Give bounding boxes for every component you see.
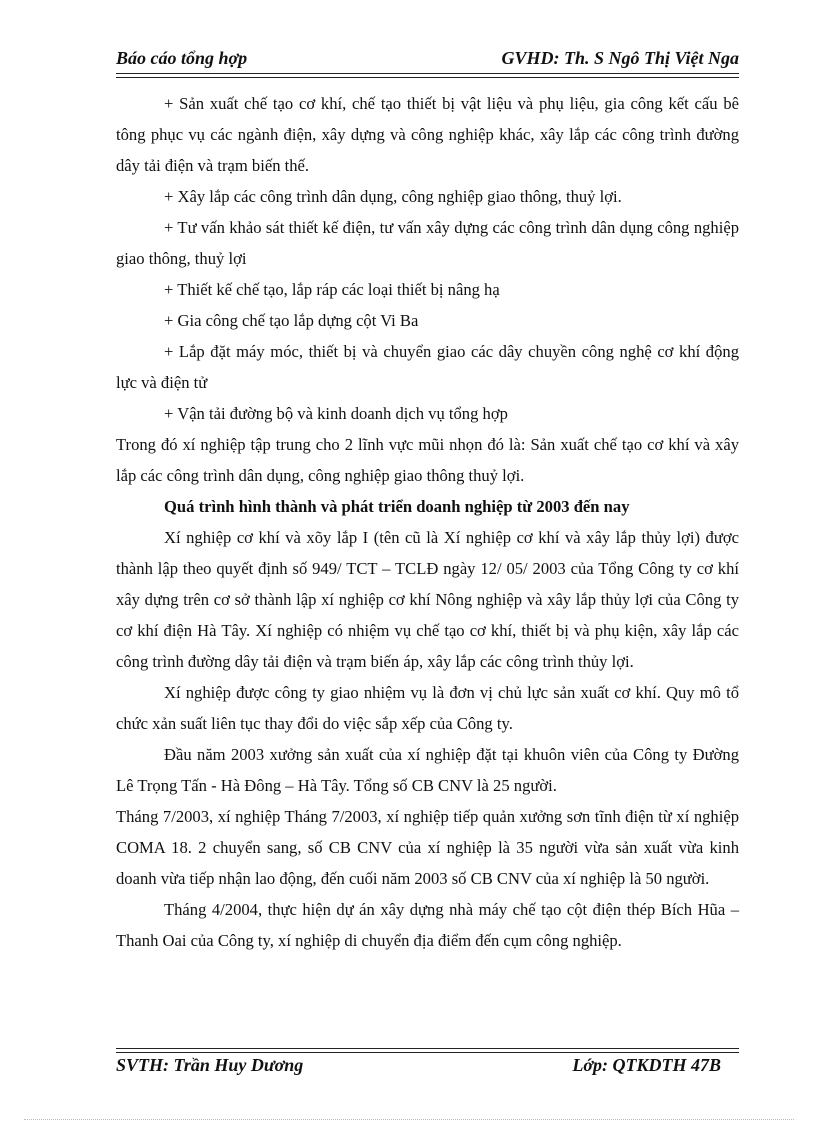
paragraph: Trong đó xí nghiệp tập trung cho 2 lĩnh vực mũi nhọn đó là: Sản xuất chế tạo cơ khí và xây lắp các công trình dân dụng, công nghiệp giao thông thuỷ lợi.	[116, 435, 739, 485]
paragraph: Xí nghiệp cơ khí và xõy lắp I (tên cũ là Xí nghiệp cơ khí và xây lắp thủy lợi) được thành lập theo quyết định số 949/ TCT – TCLĐ ngày 12/ 05/ 2003 của Tổng Công ty cơ khí xây dựng trên cơ sở thành lập xí nghiệp cơ khí Nông nghiệp và xây lắp thủy lợi của Công ty cơ khí điện Hà Tây. Xí nghiệp có nhiệm vụ chế tạo cơ khí, thiết bị và phụ kiện, xây lắp các công trình đường dây tải điện và trạm biến áp, xây lắp các công trình thủy lợi.	[116, 528, 739, 671]
paragraph: Xí nghiệp được công ty giao nhiệm vụ là đơn vị chủ lực sản xuất cơ khí. Quy mô tổ chức xản suất liên tục thay đổi do việc sắp xếp của Công ty.	[116, 683, 739, 733]
footer-class: Lớp: QTKDTH 47B	[572, 1055, 721, 1075]
paragraph: + Lắp đặt máy móc, thiết bị và chuyển giao các dây chuyền công nghệ cơ khí động lực và điện tử	[116, 342, 739, 392]
header-report-title: Báo cáo tổng hợp	[116, 48, 248, 68]
page-bottom-edge	[24, 1119, 794, 1120]
page-footer	[116, 1053, 739, 1081]
paragraph: Đầu năm 2003 xưởng sản xuất của xí nghiệp đặt tại khuôn viên của Công ty Đường Lê Trọng Tấn - Hà Đông – Hà Tây. Tổng số CB CNV là 25 người.	[116, 745, 739, 795]
header-advisor: GVHD: Th. S Ngô Thị Việt Nga	[501, 48, 739, 68]
footer-student: SVTH: Trần Huy Dương	[116, 1055, 304, 1075]
section-heading: Quá trình hình thành và phát triển doanh nghiệp từ 2003 đến nay	[164, 497, 630, 516]
header-rule-thin	[116, 77, 739, 78]
paragraph: Tháng 4/2004, thực hiện dự án xây dựng nhà máy chế tạo cột điện thép Bích Hũa – Thanh Oai của Công ty, xí nghiệp di chuyển địa điểm đến cụm công nghiệp.	[116, 900, 739, 950]
header-rule	[116, 73, 739, 74]
footer-rule-thin	[116, 1048, 739, 1049]
paragraph: Tháng 7/2003, xí nghiệp Tháng 7/2003, xí nghiệp tiếp quản xưởng sơn tĩnh điện từ xí nghiệp COMA 18. 2 chuyển sang, số CB CNV của xí nghiệp là 35 người vừa sản xuất vừa kinh doanh vừa tiếp nhận lao động, đến cuối năm 2003 số CB CNV của xí nghiệp là 50 người.	[116, 807, 739, 888]
document-body	[116, 88, 739, 956]
paragraph: + Tư vấn khảo sát thiết kế điện, tư vấn xây dựng các công trình dân dụng công nghiệp giao thông, thuỷ lợi	[116, 218, 739, 268]
paragraph: + Sản xuất chế tạo cơ khí, chế tạo thiết bị vật liệu và phụ liệu, gia công kết cấu bê tông phục vụ các ngành điện, xây dựng và công nghiệp khác, xây lắp các công trình đường dây tải điện và trạm biến thế.	[116, 94, 739, 175]
paragraph: + Vận tải đường bộ và kinh doanh dịch vụ tổng hợp	[164, 404, 508, 423]
paragraph: + Thiết kế chế tạo, lắp ráp các loại thiết bị nâng hạ	[164, 280, 500, 299]
page-header	[116, 46, 739, 76]
paragraph: + Gia công chế tạo lắp dựng cột Vi Ba	[164, 311, 419, 330]
paragraph: + Xây lắp các công trình dân dụng, công nghiệp giao thông, thuỷ lợi.	[164, 187, 622, 206]
